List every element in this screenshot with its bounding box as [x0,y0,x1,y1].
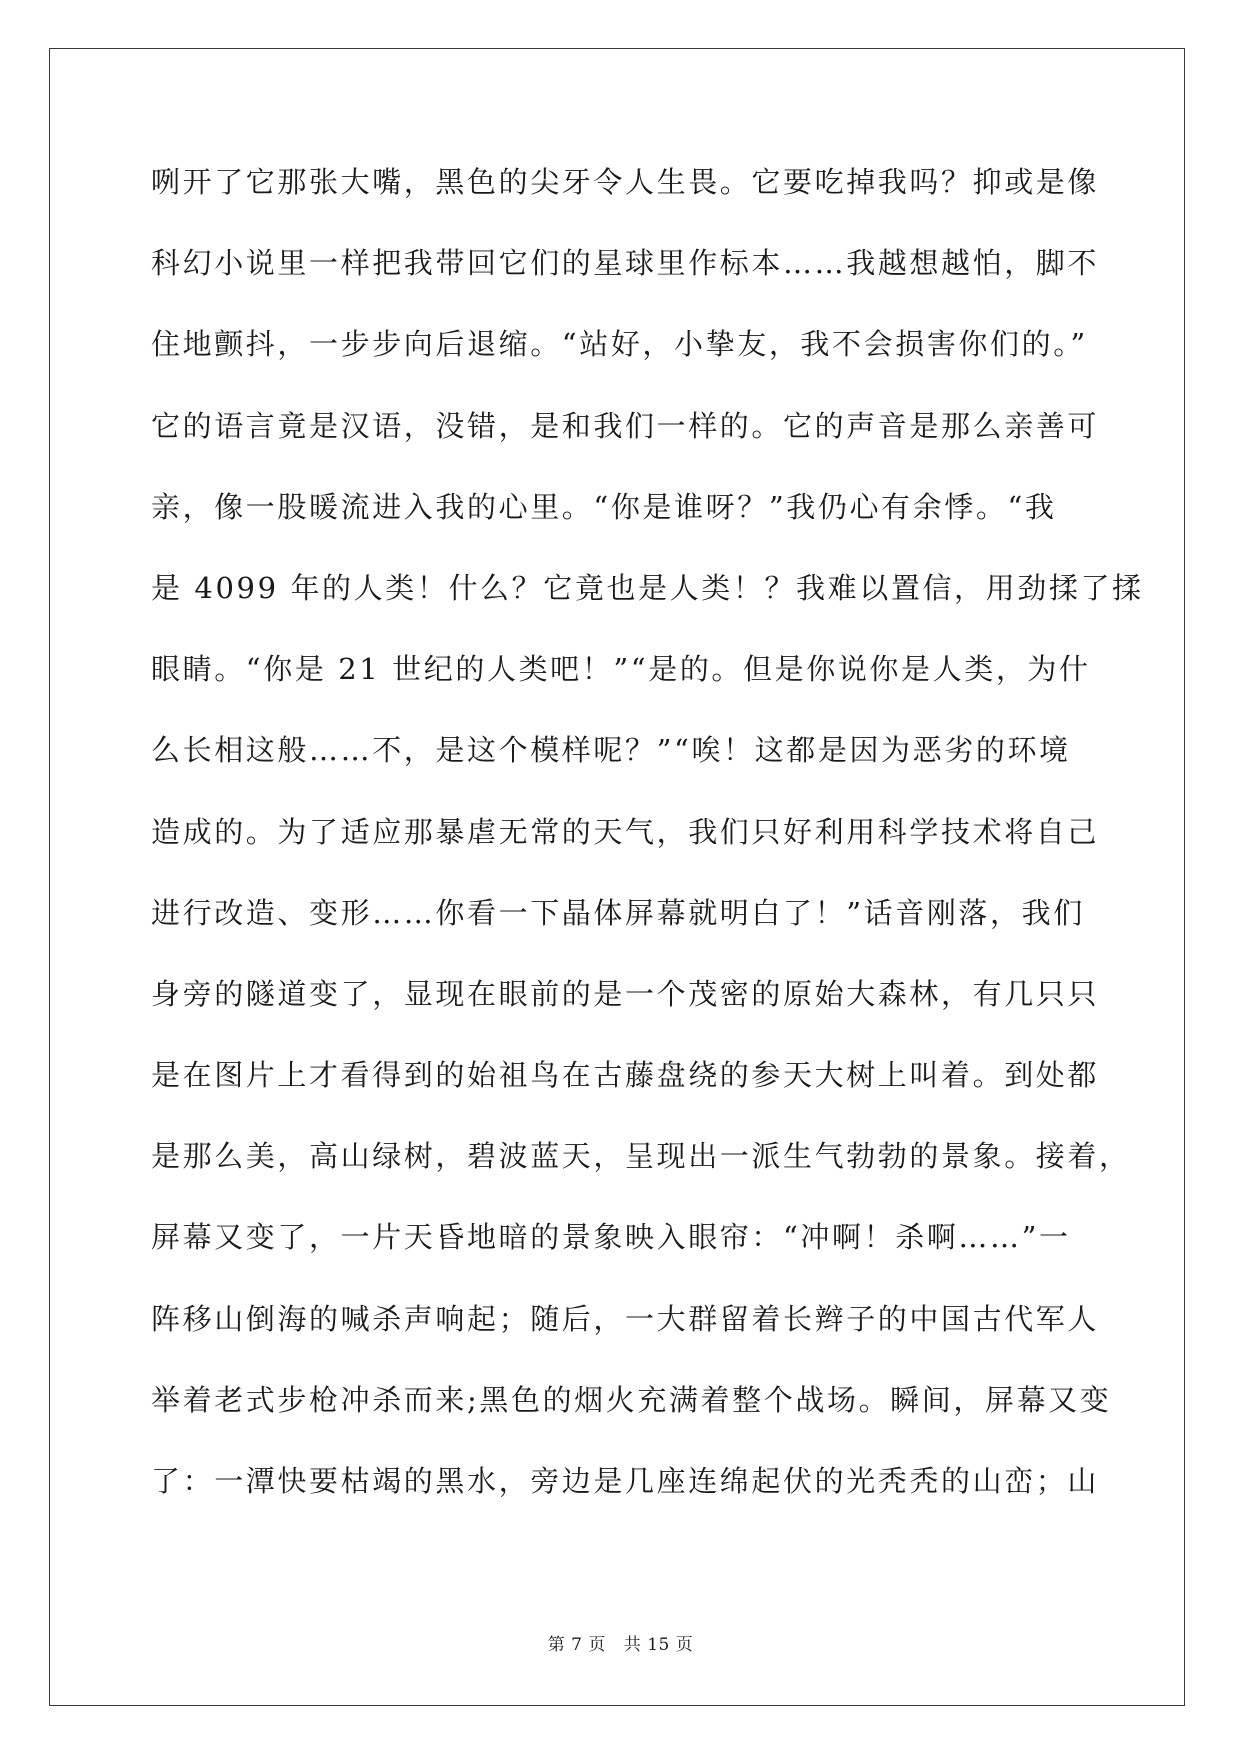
body-text [151,162,1144,1542]
text-line: 住地颤抖，一步步向后退缩。“站好，小挚友，我不会损害你们的。” [151,327,1088,362]
text-line: 造成的。为了适应那暴虐无常的天气，我们只好利用科学技术将自己 [151,814,1100,849]
page-footer [0,1630,1241,1655]
text-line: 举着老式步枪冲杀而来;黑色的烟火充满着整个战场。瞬间，屏幕又变 [151,1382,1112,1417]
page-number: 第 7 页 [547,1635,606,1655]
text-line: 咧开了它那张大嘴，黑色的尖牙令人生畏。它要吃掉我吗？抑或是像 [151,165,1100,199]
text-line: 亲，像一股暖流进入我的心里。“你是谁呀？”我仍心有余悸。“我 [151,489,1057,524]
text-line: 进行改造、变形……你看一下晶体屏幕就明白了！”话音刚落，我们 [151,895,1085,930]
text-line: 么长相这般……不，是这个模样呢？”“唉！这都是因为恶劣的环境 [151,733,1071,768]
text-line: 了：一潭快要枯竭的黑水，旁边是几座连绵起伏的光秃秃的山峦；山 [151,1464,1100,1498]
text-line: 眼睛。“你是 21 世纪的人类吧！”“是的。但是你说你是人类，为什 [151,652,1091,687]
text-line: 身旁的隧道变了，显现在眼前的是一个茂密的原始大森林，有几只只 [151,976,1100,1011]
text-line: 阵移山倒海的喊杀声响起；随后，一大群留着长辫子的中国古代军人 [151,1301,1100,1336]
page-total: 共 15 页 [623,1635,694,1655]
text-line: 屏幕又变了，一片天昏地暗的景象映入眼帘：“冲啊！杀啊……”一 [151,1220,1071,1255]
text-line: 是在图片上才看得到的始祖鸟在古藤盘绕的参天大树上叫着。到处都 [151,1058,1100,1093]
text-line: 是那么美，高山绿树，碧波蓝天，呈现出一派生气勃勃的景象。接着， [151,1139,1131,1174]
text-line: 是 4099 年的人类！什么？它竟也是人类！？我难以置信，用劲揉了揉 [151,570,1144,605]
text-line: 科幻小说里一样把我带回它们的星球里作标本……我越想越怕，脚不 [151,246,1100,281]
text-line: 它的语言竟是汉语，没错，是和我们一样的。它的声音是那么亲善可 [151,408,1100,443]
